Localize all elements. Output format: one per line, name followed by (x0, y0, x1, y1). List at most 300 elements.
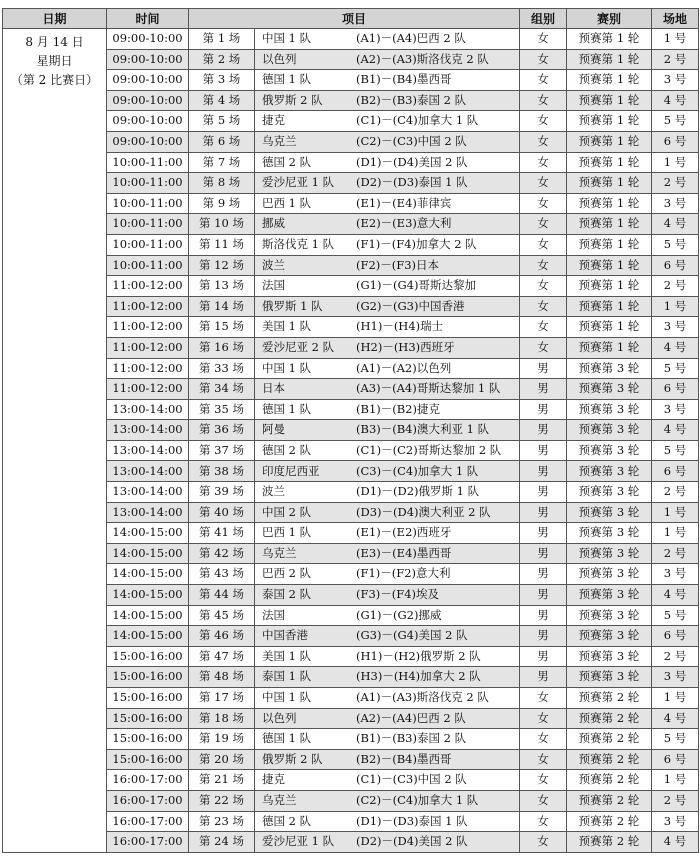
stage-cell: 预赛第 2 轮 (567, 811, 652, 832)
group-cell: 男 (520, 358, 567, 379)
venue-cell: 2 号 (652, 276, 699, 297)
group-cell: 女 (520, 337, 567, 358)
stage-cell: 预赛第 1 轮 (567, 234, 652, 255)
team-name: 巴西 1 队 (262, 195, 312, 210)
match-number: 第 5 场 (189, 111, 255, 131)
item-content (189, 709, 519, 729)
time-cell: 15:00-16:00 (107, 646, 189, 667)
item-content (189, 256, 519, 276)
team-name: 爱沙尼亚 2 队 (262, 339, 335, 354)
team-name: 斯洛伐克 1 队 (262, 236, 335, 251)
team-name: 德国 1 队 (262, 72, 312, 87)
date-line1: 8 月 14 日 (25, 35, 84, 49)
item-content (189, 359, 519, 379)
table-row (3, 317, 699, 338)
match-number: 第 40 场 (189, 503, 255, 523)
group-cell: 男 (520, 626, 567, 647)
table-row (3, 564, 699, 585)
group-cell: 女 (520, 729, 567, 750)
match-number: 第 3 场 (189, 70, 255, 90)
matchup: (H1)－(H2)俄罗斯 2 队 (356, 648, 481, 663)
item-cell (189, 832, 520, 853)
team-name: 中国 1 队 (262, 31, 312, 46)
time-cell: 10:00-11:00 (107, 234, 189, 255)
venue-cell: 6 号 (652, 255, 699, 276)
match-number: 第 36 场 (189, 420, 255, 440)
item-cell (189, 749, 520, 770)
item-content (189, 832, 519, 852)
venue-cell: 6 号 (652, 379, 699, 400)
table-row (3, 482, 699, 503)
group-cell: 女 (520, 276, 567, 297)
item-cell (189, 585, 520, 606)
stage-cell: 预赛第 3 轮 (567, 667, 652, 688)
matchup: (A1)－(A3)斯洛伐克 2 队 (356, 690, 489, 705)
stage-cell: 预赛第 2 轮 (567, 832, 652, 853)
time-cell: 15:00-16:00 (107, 688, 189, 709)
matchup: (C1)－(C3)中国 2 队 (356, 772, 467, 787)
group-cell: 男 (520, 440, 567, 461)
item-content (189, 667, 519, 687)
table-row (3, 70, 699, 91)
group-cell: 男 (520, 543, 567, 564)
item-cell (189, 193, 520, 214)
stage-cell: 预赛第 1 轮 (567, 255, 652, 276)
time-cell: 16:00-17:00 (107, 790, 189, 811)
venue-cell: 2 号 (652, 543, 699, 564)
item-content (189, 379, 519, 399)
header-row (3, 9, 699, 29)
time-cell: 11:00-12:00 (107, 317, 189, 338)
stage-cell: 预赛第 3 轮 (567, 646, 652, 667)
team-name: 巴西 1 队 (262, 525, 312, 540)
item-content (189, 441, 519, 461)
table-row (3, 173, 699, 194)
match-number: 第 8 场 (189, 173, 255, 193)
group-cell: 女 (520, 811, 567, 832)
item-content (189, 132, 519, 152)
team-name: 泰国 1 队 (262, 669, 312, 684)
matchup: (B1)－(B2)捷克 (356, 401, 440, 416)
match-number: 第 38 场 (189, 461, 255, 481)
time-cell: 13:00-14:00 (107, 399, 189, 420)
item-content (189, 729, 519, 749)
table-row (3, 832, 699, 853)
team-name: 阿曼 (262, 422, 285, 437)
matchup: (B1)－(B4)墨西哥 (356, 72, 452, 87)
matchup: (G1)－(G4)哥斯达黎加 (356, 278, 476, 293)
table-row (3, 543, 699, 564)
item-content (189, 29, 519, 49)
team-name: 美国 1 队 (262, 648, 312, 663)
matchup: (B1)－(B3)泰国 2 队 (356, 731, 467, 746)
header-date: 日期 (3, 9, 107, 29)
time-cell: 14:00-15:00 (107, 585, 189, 606)
item-content (189, 173, 519, 193)
table-row (3, 749, 699, 770)
item-cell (189, 337, 520, 358)
item-cell (189, 708, 520, 729)
stage-cell: 预赛第 2 轮 (567, 790, 652, 811)
matchup: (D2)－(D3)泰国 1 队 (356, 175, 468, 190)
time-cell: 11:00-12:00 (107, 379, 189, 400)
table-row (3, 440, 699, 461)
venue-cell: 4 号 (652, 337, 699, 358)
venue-cell: 1 号 (652, 296, 699, 317)
match-number: 第 9 场 (189, 194, 255, 214)
venue-cell: 6 号 (652, 626, 699, 647)
team-name: 德国 2 队 (262, 154, 312, 169)
match-number: 第 18 场 (189, 709, 255, 729)
venue-cell: 6 号 (652, 749, 699, 770)
table-row (3, 502, 699, 523)
item-cell (189, 255, 520, 276)
stage-cell: 预赛第 3 轮 (567, 399, 652, 420)
match-number: 第 21 场 (189, 770, 255, 790)
item-content (189, 91, 519, 111)
venue-cell: 4 号 (652, 708, 699, 729)
stage-cell: 预赛第 1 轮 (567, 90, 652, 111)
stage-cell: 预赛第 1 轮 (567, 49, 652, 70)
item-cell (189, 729, 520, 750)
matchup: (G3)－(G4)美国 2 队 (356, 628, 468, 643)
date-line3: （第 2 比赛日） (10, 73, 99, 87)
item-content (189, 647, 519, 667)
time-cell: 09:00-10:00 (107, 49, 189, 70)
item-content (189, 544, 519, 564)
team-name: 爱沙尼亚 1 队 (262, 834, 335, 849)
team-name: 德国 2 队 (262, 813, 312, 828)
group-cell: 女 (520, 193, 567, 214)
group-cell: 女 (520, 111, 567, 132)
item-cell (189, 667, 520, 688)
item-content (189, 606, 519, 626)
stage-cell: 预赛第 2 轮 (567, 729, 652, 750)
date-line2: 星期日 (36, 54, 73, 68)
stage-cell: 预赛第 3 轮 (567, 585, 652, 606)
table-row (3, 770, 699, 791)
stage-cell: 预赛第 1 轮 (567, 276, 652, 297)
venue-cell: 5 号 (652, 234, 699, 255)
time-cell: 16:00-17:00 (107, 811, 189, 832)
team-name: 俄罗斯 2 队 (262, 751, 323, 766)
matchup: (C1)－(C4)加拿大 1 队 (356, 113, 479, 128)
match-number: 第 39 场 (189, 482, 255, 502)
team-name: 捷克 (262, 772, 285, 787)
match-number: 第 43 场 (189, 564, 255, 584)
venue-cell: 4 号 (652, 90, 699, 111)
match-number: 第 24 场 (189, 832, 255, 852)
match-number: 第 48 场 (189, 667, 255, 687)
stage-cell: 预赛第 3 轮 (567, 502, 652, 523)
item-cell (189, 296, 520, 317)
time-cell: 13:00-14:00 (107, 440, 189, 461)
table-row (3, 811, 699, 832)
team-name: 德国 1 队 (262, 401, 312, 416)
match-number: 第 41 场 (189, 523, 255, 543)
matchup: (E1)－(E4)菲律宾 (356, 195, 452, 210)
match-number: 第 45 场 (189, 606, 255, 626)
matchup: (G1)－(G2)挪威 (356, 607, 442, 622)
item-content (189, 50, 519, 70)
item-cell (189, 317, 520, 338)
team-name: 挪威 (262, 216, 285, 231)
item-content (189, 317, 519, 337)
group-cell: 女 (520, 214, 567, 235)
item-content (189, 688, 519, 708)
stage-cell: 预赛第 3 轮 (567, 523, 652, 544)
matchup: (D1)－(D4)美国 2 队 (356, 154, 468, 169)
group-cell: 女 (520, 49, 567, 70)
match-number: 第 35 场 (189, 400, 255, 420)
matchup: (B3)－(B4)澳大利亚 1 队 (356, 422, 490, 437)
table-row (3, 29, 699, 50)
stage-cell: 预赛第 2 轮 (567, 749, 652, 770)
item-cell (189, 111, 520, 132)
stage-cell: 预赛第 2 轮 (567, 708, 652, 729)
item-cell (189, 420, 520, 441)
table-row (3, 337, 699, 358)
time-cell: 10:00-11:00 (107, 193, 189, 214)
stage-cell: 预赛第 1 轮 (567, 29, 652, 50)
item-content (189, 626, 519, 646)
team-name: 俄罗斯 2 队 (262, 92, 323, 107)
team-name: 中国 1 队 (262, 690, 312, 705)
date-cell (3, 29, 107, 853)
team-name: 爱沙尼亚 1 队 (262, 175, 335, 190)
stage-cell: 预赛第 1 轮 (567, 317, 652, 338)
table-row (3, 296, 699, 317)
table-row (3, 729, 699, 750)
matchup: (F1)－(F2)意大利 (356, 566, 451, 581)
stage-cell: 预赛第 2 轮 (567, 770, 652, 791)
item-content (189, 70, 519, 90)
match-number: 第 23 场 (189, 812, 255, 832)
matchup: (D1)－(D3)泰国 1 队 (356, 813, 468, 828)
item-cell (189, 688, 520, 709)
stage-cell: 预赛第 3 轮 (567, 626, 652, 647)
group-cell: 男 (520, 646, 567, 667)
group-cell: 女 (520, 152, 567, 173)
item-cell (189, 605, 520, 626)
matchup: (A2)－(A3)斯洛伐克 2 队 (356, 51, 489, 66)
stage-cell: 预赛第 3 轮 (567, 420, 652, 441)
item-content (189, 235, 519, 255)
item-cell (189, 461, 520, 482)
matchup: (A3)－(A4)哥斯达黎加 1 队 (356, 381, 501, 396)
time-cell: 14:00-15:00 (107, 523, 189, 544)
item-cell (189, 29, 520, 50)
time-cell: 09:00-10:00 (107, 111, 189, 132)
match-number: 第 14 场 (189, 297, 255, 317)
item-cell (189, 399, 520, 420)
match-number: 第 37 场 (189, 441, 255, 461)
venue-cell: 3 号 (652, 70, 699, 91)
match-number: 第 42 场 (189, 544, 255, 564)
team-name: 乌克兰 (262, 134, 297, 149)
match-number: 第 1 场 (189, 29, 255, 49)
group-cell: 女 (520, 90, 567, 111)
item-cell (189, 543, 520, 564)
item-content (189, 564, 519, 584)
group-cell: 男 (520, 379, 567, 400)
matchup: (D2)－(D4)美国 2 队 (356, 834, 468, 849)
item-content (189, 523, 519, 543)
team-name: 法国 (262, 607, 285, 622)
item-cell (189, 790, 520, 811)
team-name: 乌克兰 (262, 545, 297, 560)
item-cell (189, 440, 520, 461)
table-row (3, 523, 699, 544)
match-number: 第 12 场 (189, 256, 255, 276)
item-cell (189, 276, 520, 297)
team-name: 美国 1 队 (262, 319, 312, 334)
team-name: 中国 2 队 (262, 504, 312, 519)
group-cell: 男 (520, 420, 567, 441)
item-content (189, 420, 519, 440)
item-cell (189, 214, 520, 235)
table-row (3, 667, 699, 688)
time-cell: 15:00-16:00 (107, 729, 189, 750)
venue-cell: 2 号 (652, 646, 699, 667)
matchup: (C2)－(C4)加拿大 1 队 (356, 793, 479, 808)
table-row (3, 626, 699, 647)
item-cell (189, 502, 520, 523)
matchup: (C1)－(C2)哥斯达黎加 2 队 (356, 442, 502, 457)
time-cell: 13:00-14:00 (107, 420, 189, 441)
item-content (189, 276, 519, 296)
match-number: 第 34 场 (189, 379, 255, 399)
team-name: 法国 (262, 278, 285, 293)
stage-cell: 预赛第 3 轮 (567, 379, 652, 400)
table-row (3, 688, 699, 709)
group-cell: 女 (520, 832, 567, 853)
venue-cell: 2 号 (652, 790, 699, 811)
item-cell (189, 234, 520, 255)
group-cell: 男 (520, 502, 567, 523)
item-cell (189, 49, 520, 70)
venue-cell: 1 号 (652, 770, 699, 791)
match-number: 第 20 场 (189, 750, 255, 770)
time-cell: 15:00-16:00 (107, 708, 189, 729)
item-cell (189, 646, 520, 667)
group-cell: 女 (520, 29, 567, 50)
stage-cell: 预赛第 1 轮 (567, 296, 652, 317)
time-cell: 11:00-12:00 (107, 296, 189, 317)
matchup: (A1)－(A4)巴西 2 队 (356, 31, 466, 46)
group-cell: 女 (520, 173, 567, 194)
matchup: (E1)－(E2)西班牙 (356, 525, 452, 540)
header-time: 时间 (107, 9, 189, 29)
group-cell: 男 (520, 585, 567, 606)
venue-cell: 4 号 (652, 585, 699, 606)
item-cell (189, 131, 520, 152)
match-number: 第 11 场 (189, 235, 255, 255)
time-cell: 09:00-10:00 (107, 29, 189, 50)
matchup: (F1)－(F4)加拿大 2 队 (356, 236, 477, 251)
matchup: (G2)－(G3)中国香港 (356, 298, 465, 313)
group-cell: 男 (520, 399, 567, 420)
table-row (3, 234, 699, 255)
table-row (3, 461, 699, 482)
group-cell: 男 (520, 482, 567, 503)
venue-cell: 4 号 (652, 420, 699, 441)
team-name: 以色列 (262, 710, 297, 725)
table-row (3, 131, 699, 152)
team-name: 德国 1 队 (262, 731, 312, 746)
venue-cell: 5 号 (652, 358, 699, 379)
venue-cell: 5 号 (652, 111, 699, 132)
time-cell: 14:00-15:00 (107, 564, 189, 585)
item-cell (189, 482, 520, 503)
stage-cell: 预赛第 3 轮 (567, 605, 652, 626)
time-cell: 10:00-11:00 (107, 173, 189, 194)
item-content (189, 297, 519, 317)
stage-cell: 预赛第 1 轮 (567, 131, 652, 152)
team-name: 日本 (262, 381, 285, 396)
venue-cell: 1 号 (652, 152, 699, 173)
stage-cell: 预赛第 3 轮 (567, 564, 652, 585)
time-cell: 14:00-15:00 (107, 605, 189, 626)
group-cell: 女 (520, 708, 567, 729)
matchup: (H3)－(H4)加拿大 2 队 (356, 669, 481, 684)
item-content (189, 400, 519, 420)
header-stage: 赛别 (567, 9, 652, 29)
group-cell: 男 (520, 667, 567, 688)
time-cell: 13:00-14:00 (107, 502, 189, 523)
matchup: (D1)－(D2)俄罗斯 1 队 (356, 484, 480, 499)
group-cell: 女 (520, 790, 567, 811)
table-row (3, 379, 699, 400)
match-number: 第 47 场 (189, 647, 255, 667)
team-name: 波兰 (262, 257, 285, 272)
team-name: 以色列 (262, 51, 297, 66)
time-cell: 09:00-10:00 (107, 90, 189, 111)
team-name: 波兰 (262, 484, 285, 499)
table-row (3, 214, 699, 235)
schedule-table (2, 8, 699, 853)
table-row (3, 90, 699, 111)
table-row (3, 193, 699, 214)
matchup: (D3)－(D4)澳大利亚 2 队 (356, 504, 491, 519)
team-name: 巴西 2 队 (262, 566, 312, 581)
venue-cell: 1 号 (652, 688, 699, 709)
item-cell (189, 173, 520, 194)
item-cell (189, 152, 520, 173)
item-cell (189, 564, 520, 585)
item-cell (189, 379, 520, 400)
table-row (3, 646, 699, 667)
matchup: (H2)－(H3)西班牙 (356, 339, 455, 354)
venue-cell: 2 号 (652, 173, 699, 194)
venue-cell: 3 号 (652, 667, 699, 688)
group-cell: 女 (520, 749, 567, 770)
time-cell: 11:00-12:00 (107, 276, 189, 297)
item-content (189, 461, 519, 481)
table-row (3, 276, 699, 297)
venue-cell: 5 号 (652, 440, 699, 461)
venue-cell: 6 号 (652, 131, 699, 152)
venue-cell: 4 号 (652, 832, 699, 853)
team-name: 中国 1 队 (262, 360, 312, 375)
match-number: 第 46 场 (189, 626, 255, 646)
time-cell: 09:00-10:00 (107, 70, 189, 91)
table-row (3, 790, 699, 811)
matchup: (C3)－(C4)加拿大 1 队 (356, 463, 479, 478)
matchup: (C2)－(C3)中国 2 队 (356, 134, 467, 149)
time-cell: 14:00-15:00 (107, 626, 189, 647)
matchup: (E2)－(E3)意大利 (356, 216, 452, 231)
